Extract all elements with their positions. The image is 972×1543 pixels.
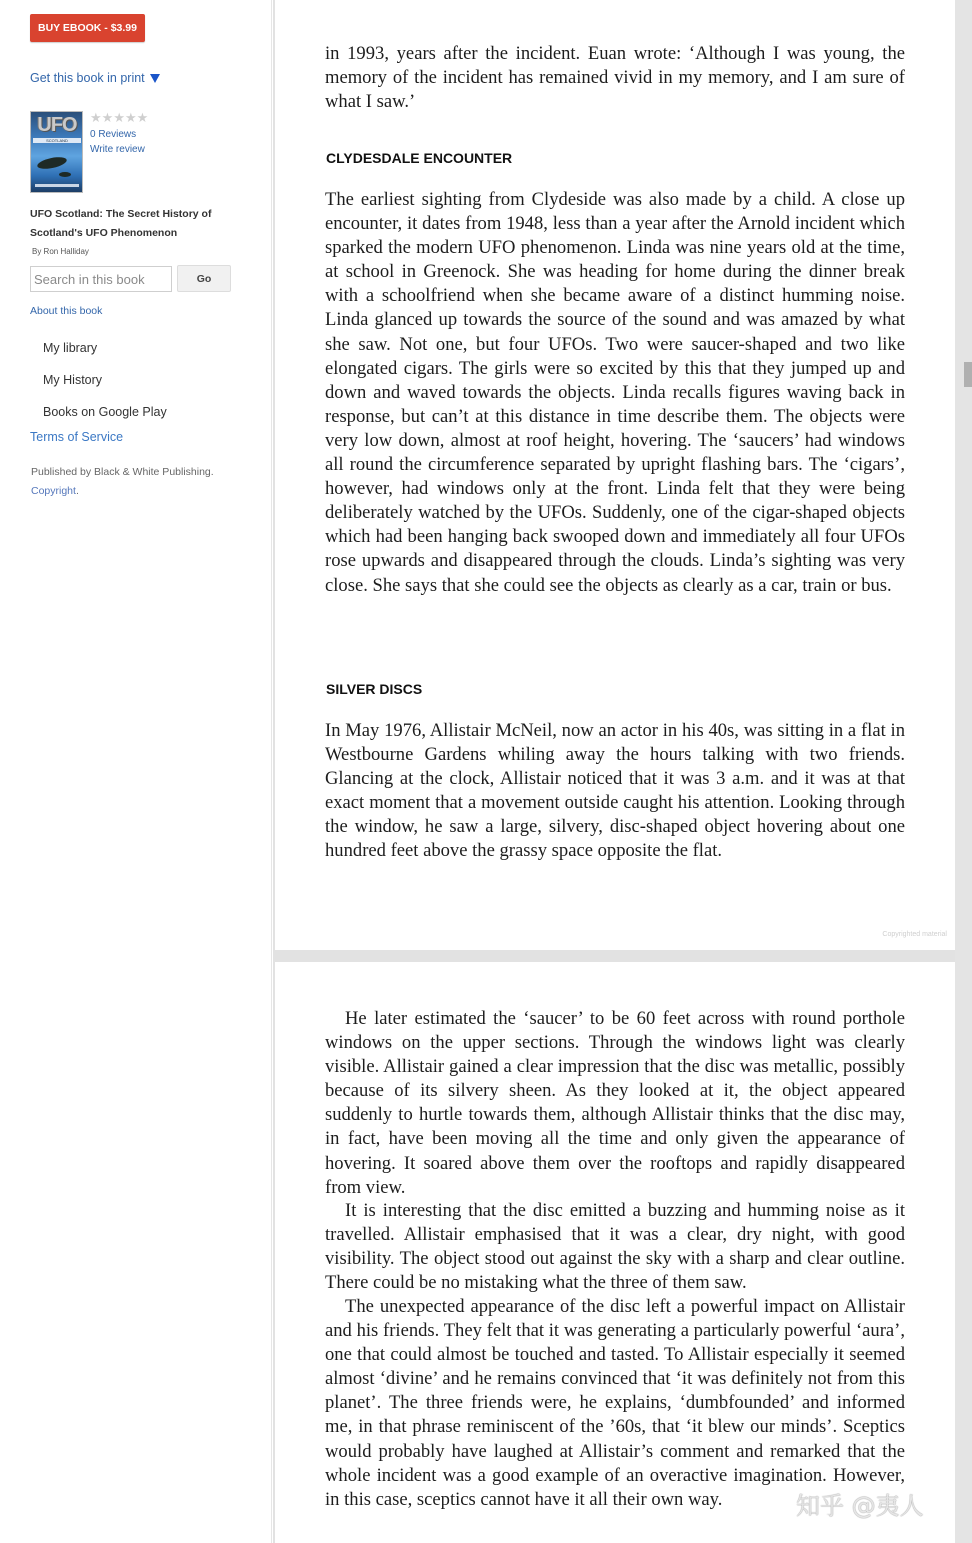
- about-this-book-link[interactable]: About this book: [30, 305, 103, 317]
- buy-ebook-button[interactable]: BUY EBOOK - $3.99: [30, 14, 145, 42]
- page-paragraph: The unexpected appearance of the disc left a powerful impact on Allistair and his friends. They felt that it was generating a particularly powerful ‘aura’, one that could almost be touched and tasted. To Allistair especially it seemed almost ‘divine’ and he remains convinced that ‘it was definitely not from this planet’. The three friends were, he explains, ‘dumbfounded’ and informed me, in that phrase reminiscent of the ’60s, that ‘it blew our minds’. Sceptics would probably have laughed at Allistair’s comment and remarked that the whole incident was a good example of an overactive imagination. However, in this case, sceptics cannot have it all their own way.: [325, 1296, 905, 1510]
- watermark: 知乎 @夷人: [796, 1492, 924, 1520]
- reviews-link[interactable]: 0 Reviews: [90, 129, 137, 140]
- page-paragraph: The earliest sighting from Clydeside was also made by a child. A close up encounter, it dates from 1948, less than a year after the Arnold incident which sparked the modern UFO phenomenon. Linda was nine years old at the time, at school in Greenock. She was heading for home during the dinner break with a schoolfriend when she became aware of a distinct humming noise. Linda glanced up towards the source of the sound and was amazed by what she saw. Not one, but four UFOs. Two were saucer-shaped and two like elongated cigars. The girls were so excited by this that they jumped up and down and waved towards the objects. Linda recalls figures waving back in response, but can’t at this distance in time describe them. The objects were very low down, almost at roof height, hovering. The ‘saucers’ had windows all round the circumference separated by upright flashing bars. The ‘cigars’, however, had windows only at the front. Linda felt that they were being deliberately watched by the UFOs. Suddenly, one of the cigar-shaped objects which had been hanging back swooped down and immediately all four UFOs rose upwards and disappeared through the clouds. Linda’s sighting was very close. She says that she could see the objects as clearly as a car, train or bus.: [325, 189, 905, 596]
- nav-item-my-history[interactable]: My History: [43, 373, 103, 387]
- cover-title: UFO: [37, 114, 77, 136]
- page-paragraph: It is interesting that the disc emitted a buzzing and humming noise as it travelled. Allistair emphasised that it was a clear, dry night, with good visibility. The object stood out against the sky with a sharp and clear outline. There could be no mistaking what the three of them saw.: [325, 1200, 905, 1294]
- nav-item-my-library[interactable]: My library: [43, 341, 98, 355]
- section-heading: SILVER DISCS: [326, 681, 423, 697]
- star-icon: ★: [124, 110, 137, 125]
- star-icon: ★: [90, 110, 102, 125]
- book-author: By Ron Halliday: [32, 247, 89, 256]
- nav-item-books-on-google-play[interactable]: Books on Google Play: [43, 405, 167, 419]
- triangle-down-icon: [150, 74, 160, 83]
- scrollbar-track[interactable]: [955, 0, 972, 1543]
- publisher-end: .: [75, 485, 79, 497]
- scrollbar-thumb[interactable]: [964, 362, 972, 387]
- get-in-print-link[interactable]: [30, 71, 160, 85]
- cover-band: [35, 184, 79, 187]
- page-paragraph: He later estimated the ‘saucer’ to be 60 feet across with round porthole windows on the upper sections. Through the windows light was clearly visible. Allistair gained a clear impression that the disc was metallic, possibly because of its silvery sheen. As they looked at it, the object appeared suddenly to hurtle towards them, although Allistair thinks that the disc may, in fact, have been moving all the time and only given the appearance of hovering. It soared above them over the rooftops and rapidly disappeared from view.: [325, 1008, 905, 1198]
- terms-of-service-link[interactable]: Terms of Service: [30, 430, 124, 444]
- book-cover-thumbnail[interactable]: [30, 111, 83, 193]
- book-reader-viewport: [273, 0, 972, 1543]
- star-icon: ★: [113, 110, 125, 125]
- sidebar: [0, 0, 272, 1543]
- copyrighted-material-mark: Copyrighted material: [882, 931, 947, 938]
- rating-stars: [90, 111, 148, 124]
- publisher-text: Published by Black & White Publishing.: [31, 466, 214, 478]
- star-icon: ★: [101, 110, 114, 125]
- book-page: [275, 0, 955, 950]
- search-go-button[interactable]: Go: [177, 265, 231, 292]
- section-heading: CLYDESDALE ENCOUNTER: [326, 150, 513, 166]
- page-paragraph: In May 1976, Allistair McNeil, now an actor in his 40s, was sitting in a flat in Westbourne Gardens whiling away the hours talking with two friends. Glancing at the clock, Allistair noticed that it was 3 a.m. and it was at that exact moment that a movement outside caught his attention. Looking through the window, he saw a large, silvery, disc-shaped object hovering about one hundred feet above the grassy space opposite the flat.: [325, 720, 905, 862]
- publisher-info: [31, 463, 231, 501]
- get-in-print-label: Get this book in print: [30, 71, 145, 85]
- search-in-book-input[interactable]: [30, 266, 172, 292]
- cover-saucer-graphic: [36, 155, 67, 171]
- star-icon: ★: [136, 110, 149, 125]
- write-review-link[interactable]: Write review: [90, 144, 145, 155]
- copyright-link[interactable]: Copyright: [31, 485, 76, 497]
- cover-subtitle: SCOTLAND: [33, 138, 81, 143]
- cover-saucer-graphic: [59, 172, 71, 177]
- book-page: [275, 962, 955, 1543]
- book-title: UFO Scotland: The Secret History of Scotland's UFO Phenomenon: [30, 208, 212, 239]
- page-paragraph: in 1993, years after the incident. Euan wrote: ‘Although I was young, the memory of the incident has remained vivid in my memory, and I am sure of what I saw.’: [325, 43, 905, 113]
